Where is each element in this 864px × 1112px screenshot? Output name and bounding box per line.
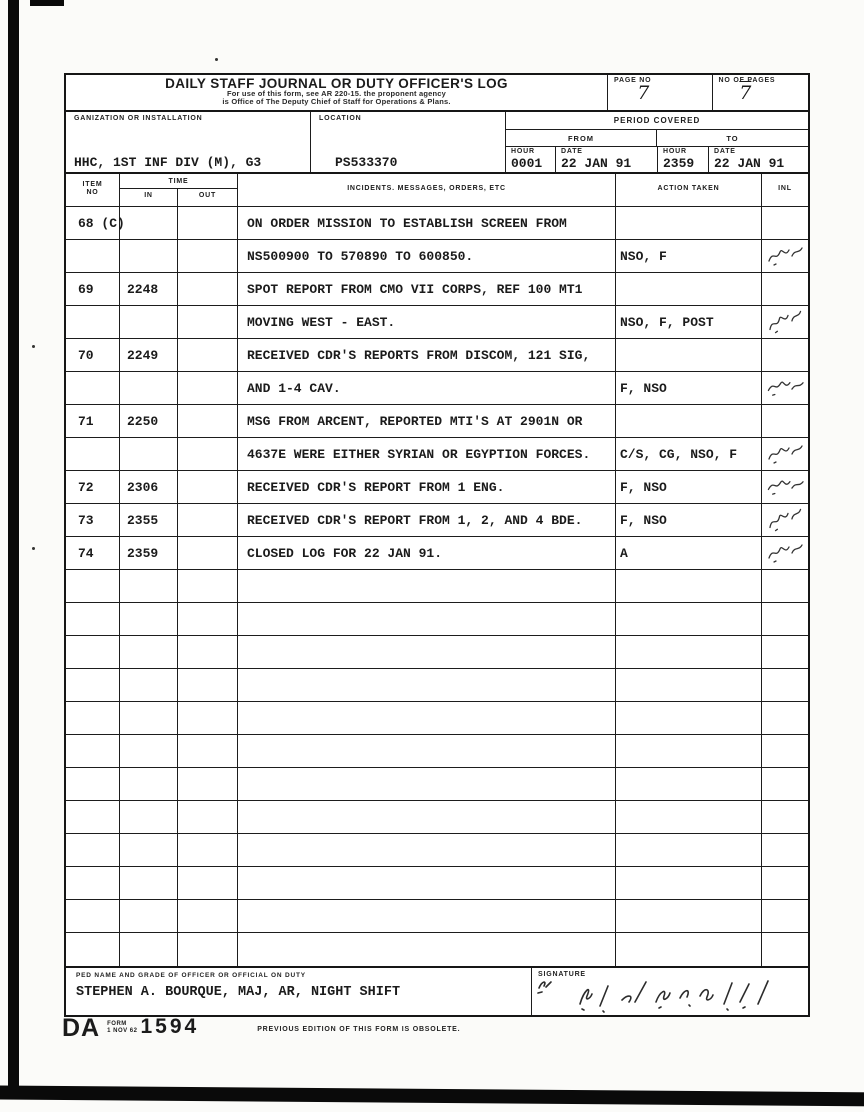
- cell-time-out: [178, 240, 238, 272]
- scan-edge-top-chip: [30, 0, 64, 6]
- period-covered-label: PERIOD COVERED: [506, 112, 808, 130]
- cell-time-in: [120, 603, 178, 635]
- cell-initials: [762, 669, 808, 701]
- cell-time-in: [120, 867, 178, 899]
- to-date-value: 22 JAN 91: [714, 156, 785, 171]
- signature-scribble: [534, 974, 802, 1014]
- cell-time-in: [120, 702, 178, 734]
- form-edition-date: 1 NOV 62: [107, 1027, 138, 1034]
- cell-incident: [238, 669, 616, 701]
- cell-initials: [762, 801, 808, 833]
- cell-initials: [762, 702, 808, 734]
- cell-incident: [238, 603, 616, 635]
- cell-initials: [762, 933, 808, 966]
- form-id-prefix: DA: [62, 1014, 101, 1042]
- log-row-empty: [66, 834, 808, 867]
- cell-time-in: 2249: [120, 339, 178, 371]
- cell-action-taken: [616, 405, 762, 437]
- cell-action-taken: F, NSO: [616, 471, 762, 503]
- from-date-field: [556, 147, 658, 172]
- log-row-empty: [66, 867, 808, 900]
- no-of-pages-value: 7: [739, 82, 752, 104]
- location-field: [311, 112, 506, 172]
- col-header-out: OUT: [198, 192, 217, 199]
- cell-item-no: [66, 438, 120, 470]
- cell-item-no: [66, 636, 120, 668]
- cell-action-taken: [616, 801, 762, 833]
- cell-time-out: [178, 537, 238, 569]
- col-header-item-line1: ITEM: [82, 181, 103, 188]
- from-date-value: 22 JAN 91: [561, 156, 632, 171]
- cell-time-out: [178, 603, 238, 635]
- cell-action-taken: [616, 867, 762, 899]
- cell-time-in: [120, 933, 178, 966]
- cell-initials: [762, 306, 808, 338]
- cell-initials: [762, 834, 808, 866]
- cell-time-in: [120, 636, 178, 668]
- cell-incident: MSG FROM ARCENT, REPORTED MTI'S AT 2901N OR: [238, 405, 616, 437]
- cell-action-taken: [616, 570, 762, 602]
- initials-scribble: [765, 473, 806, 501]
- cell-time-out: [178, 570, 238, 602]
- cell-time-out: [178, 405, 238, 437]
- cell-action-taken: [616, 339, 762, 371]
- period-from-to-row: [506, 130, 808, 147]
- cell-time-in: [120, 570, 178, 602]
- cell-item-no: [66, 900, 120, 932]
- da-form-1594: [64, 73, 810, 1017]
- cell-action-taken: F, NSO: [616, 372, 762, 404]
- typed-name-field: [66, 968, 532, 1015]
- from-hour-label: HOUR: [511, 148, 535, 155]
- cell-action-taken: NSO, F: [616, 240, 762, 272]
- cell-item-no: 69: [66, 273, 120, 305]
- cell-item-no: [66, 768, 120, 800]
- log-row-empty: [66, 735, 808, 768]
- cell-item-no: [66, 702, 120, 734]
- cell-time-in: 2306: [120, 471, 178, 503]
- cell-time-in: [120, 801, 178, 833]
- log-row-empty: [66, 801, 808, 834]
- cell-time-out: [178, 306, 238, 338]
- cell-time-out: [178, 471, 238, 503]
- cell-item-no: 68 (C): [66, 207, 120, 239]
- cell-item-no: [66, 669, 120, 701]
- log-row-empty: [66, 933, 808, 966]
- page-no-field: [608, 75, 712, 110]
- cell-action-taken: [616, 273, 762, 305]
- from-date-label: DATE: [561, 148, 583, 155]
- cell-action-taken: [616, 603, 762, 635]
- col-header-in-out-row: [120, 189, 237, 206]
- period-covered-block: [506, 112, 808, 172]
- form-footer-band: [66, 966, 808, 1015]
- log-row: [66, 471, 808, 504]
- signature-label: SIGNATURE: [538, 971, 586, 978]
- period-to-label: TO: [726, 134, 739, 143]
- form-number: 1594: [140, 1015, 200, 1038]
- page-no-value: 7: [637, 82, 650, 104]
- cell-incident: RECEIVED CDR'S REPORTS FROM DISCOM, 121 SIG,: [238, 339, 616, 371]
- cell-incident: CLOSED LOG FOR 22 JAN 91.: [238, 537, 616, 569]
- log-row: [66, 240, 808, 273]
- cell-time-in: [120, 735, 178, 767]
- cell-incident: NS500900 TO 570890 TO 600850.: [238, 240, 616, 272]
- cell-incident: MOVING WEST - EAST.: [238, 306, 616, 338]
- cell-time-in: 2355: [120, 504, 178, 536]
- col-header-item-line2: NO: [86, 189, 99, 196]
- cell-initials: [762, 240, 808, 272]
- initials-scribble: [765, 308, 806, 336]
- period-from-label: FROM: [506, 130, 657, 146]
- cell-action-taken: A: [616, 537, 762, 569]
- cell-incident: SPOT REPORT FROM CMO VII CORPS, REF 100 MT1: [238, 273, 616, 305]
- cell-time-in: 2359: [120, 537, 178, 569]
- cell-item-no: [66, 834, 120, 866]
- form-word: FORM: [107, 1021, 127, 1027]
- form-subtitle-line2: is Office of The Deputy Chief of Staff for Operations & Plans.: [222, 97, 451, 106]
- form-edition-stack: [107, 1021, 137, 1034]
- organization-field: [66, 112, 311, 172]
- period-hour-date-row: [506, 147, 808, 172]
- cell-time-in: 2250: [120, 405, 178, 437]
- cell-time-out: [178, 702, 238, 734]
- cell-incident: RECEIVED CDR'S REPORT FROM 1 ENG.: [238, 471, 616, 503]
- cell-incident: [238, 900, 616, 932]
- cell-time-out: [178, 900, 238, 932]
- form-org-band: [66, 112, 808, 174]
- cell-time-in: [120, 438, 178, 470]
- form-subtitle-line1: For use of this form, see AR 220-15. the proponent agency: [226, 89, 447, 98]
- cell-initials: [762, 900, 808, 932]
- log-row-empty: [66, 603, 808, 636]
- cell-initials: [762, 339, 808, 371]
- cell-initials: [762, 207, 808, 239]
- cell-time-out: [178, 834, 238, 866]
- col-header-inl: INL: [778, 185, 792, 192]
- cell-initials: [762, 768, 808, 800]
- cell-initials: [762, 537, 808, 569]
- cell-initials: [762, 570, 808, 602]
- log-row: [66, 273, 808, 306]
- obsolete-note: PREVIOUS EDITION OF THIS FORM IS OBSOLETE.: [257, 1026, 461, 1033]
- cell-initials: [762, 735, 808, 767]
- cell-initials: [762, 273, 808, 305]
- scan-speck: [32, 547, 35, 550]
- cell-incident: 4637E WERE EITHER SYRIAN OR EGYPTION FORCES.: [238, 438, 616, 470]
- cell-time-in: [120, 207, 178, 239]
- log-row: [66, 438, 808, 471]
- to-hour-field: [658, 147, 709, 172]
- no-of-pages-label: NO OF PAGES: [718, 77, 776, 84]
- cell-action-taken: [616, 933, 762, 966]
- log-row-empty: [66, 570, 808, 603]
- cell-action-taken: [616, 735, 762, 767]
- cell-time-in: [120, 240, 178, 272]
- cell-time-out: [178, 339, 238, 371]
- initials-scribble: [765, 374, 806, 402]
- cell-initials: [762, 438, 808, 470]
- cell-time-out: [178, 867, 238, 899]
- col-header-in: IN: [120, 189, 178, 206]
- typed-name-label: PED NAME AND GRADE OF OFFICER OR OFFICIAL ON DUTY: [76, 972, 306, 979]
- col-header-action-taken: ACTION TAKEN: [616, 174, 762, 206]
- cell-time-in: [120, 306, 178, 338]
- cell-incident: [238, 636, 616, 668]
- form-header-band: [66, 75, 808, 112]
- cell-action-taken: [616, 669, 762, 701]
- cell-item-no: 73: [66, 504, 120, 536]
- to-hour-label: HOUR: [663, 148, 687, 155]
- form-title-block: [66, 75, 608, 110]
- cell-time-out: [178, 273, 238, 305]
- log-row-empty: [66, 636, 808, 669]
- cell-initials: [762, 603, 808, 635]
- cell-action-taken: [616, 834, 762, 866]
- log-row: [66, 207, 808, 240]
- scan-edge-bottom-band: [0, 1085, 864, 1106]
- col-header-time-group: [120, 174, 238, 206]
- from-hour-field: [506, 147, 556, 172]
- organization-label: GANIZATION OR INSTALLATION: [74, 115, 203, 122]
- cell-initials: [762, 636, 808, 668]
- initials-scribble: [765, 506, 806, 534]
- cell-action-taken: C/S, CG, NSO, F: [616, 438, 762, 470]
- cell-item-no: [66, 603, 120, 635]
- cell-time-in: [120, 669, 178, 701]
- form-id-line: [62, 1016, 460, 1040]
- typed-name-value: STEPHEN A. BOURQUE, MAJ, AR, NIGHT SHIFT: [76, 985, 401, 1000]
- col-header-incidents: INCIDENTS. MESSAGES, ORDERS, ETC: [238, 174, 616, 206]
- initials-scribble: [766, 245, 804, 267]
- location-label: LOCATION: [319, 115, 362, 122]
- cell-item-no: [66, 867, 120, 899]
- initials-scribble: [766, 443, 804, 465]
- col-header-item-no: [66, 174, 120, 206]
- location-value: PS533370: [335, 155, 398, 170]
- log-row-empty: [66, 702, 808, 735]
- cell-action-taken: [616, 768, 762, 800]
- cell-incident: [238, 867, 616, 899]
- cell-incident: [238, 801, 616, 833]
- cell-time-in: [120, 768, 178, 800]
- organization-value: HHC, 1ST INF DIV (M), G3: [74, 155, 262, 170]
- log-row: [66, 372, 808, 405]
- cell-time-out: [178, 207, 238, 239]
- cell-action-taken: NSO, F, POST: [616, 306, 762, 338]
- log-table-body: [66, 207, 808, 966]
- cell-incident: ON ORDER MISSION TO ESTABLISH SCREEN FROM: [238, 207, 616, 239]
- cell-item-no: [66, 372, 120, 404]
- cell-time-out: [178, 438, 238, 470]
- cell-time-out: [178, 636, 238, 668]
- cell-item-no: 70: [66, 339, 120, 371]
- log-row-empty: [66, 669, 808, 702]
- log-row: [66, 504, 808, 537]
- cell-time-out: [178, 372, 238, 404]
- cell-incident: RECEIVED CDR'S REPORT FROM 1, 2, AND 4 BDE.: [238, 504, 616, 536]
- cell-time-out: [178, 735, 238, 767]
- cell-incident: [238, 834, 616, 866]
- cell-action-taken: [616, 636, 762, 668]
- col-header-time: TIME: [120, 174, 237, 189]
- cell-item-no: [66, 735, 120, 767]
- cell-initials: [762, 372, 808, 404]
- cell-incident: [238, 570, 616, 602]
- cell-initials: [762, 867, 808, 899]
- cell-action-taken: [616, 702, 762, 734]
- cell-time-in: [120, 834, 178, 866]
- cell-item-no: 71: [66, 405, 120, 437]
- cell-item-no: [66, 570, 120, 602]
- log-row-empty: [66, 768, 808, 801]
- to-date-field: [709, 147, 808, 172]
- cell-time-out: [178, 504, 238, 536]
- cell-initials: [762, 405, 808, 437]
- scan-speck: [215, 58, 218, 61]
- cell-action-taken: [616, 900, 762, 932]
- cell-time-out: [178, 768, 238, 800]
- cell-item-no: [66, 240, 120, 272]
- to-hour-value: 2359: [663, 156, 695, 171]
- page-no-label: PAGE NO: [614, 77, 652, 84]
- cell-time-in: [120, 372, 178, 404]
- log-row: [66, 405, 808, 438]
- initials-scribble: [766, 542, 804, 564]
- to-date-label: DATE: [714, 148, 736, 155]
- cell-item-no: [66, 933, 120, 966]
- cell-time-out: [178, 669, 238, 701]
- cell-item-no: [66, 801, 120, 833]
- cell-time-out: [178, 801, 238, 833]
- form-title: DAILY STAFF JOURNAL OR DUTY OFFICER'S LOG: [165, 76, 508, 91]
- cell-incident: [238, 933, 616, 966]
- cell-incident: AND 1-4 CAV.: [238, 372, 616, 404]
- cell-time-in: [120, 900, 178, 932]
- cell-item-no: 74: [66, 537, 120, 569]
- signature-field: [532, 968, 808, 1015]
- cell-item-no: 72: [66, 471, 120, 503]
- cell-incident: [238, 702, 616, 734]
- scan-speck: [32, 345, 35, 348]
- cell-incident: [238, 735, 616, 767]
- log-row: [66, 339, 808, 372]
- cell-item-no: [66, 306, 120, 338]
- from-hour-value: 0001: [511, 156, 543, 171]
- cell-action-taken: F, NSO: [616, 504, 762, 536]
- log-row: [66, 537, 808, 570]
- log-table-header: [66, 174, 808, 207]
- log-row-empty: [66, 900, 808, 933]
- scan-edge-left-bar: [8, 0, 19, 1094]
- cell-initials: [762, 471, 808, 503]
- cell-time-in: 2248: [120, 273, 178, 305]
- cell-action-taken: [616, 207, 762, 239]
- cell-time-out: [178, 933, 238, 966]
- log-row: [66, 306, 808, 339]
- cell-initials: [762, 504, 808, 536]
- cell-incident: [238, 768, 616, 800]
- no-of-pages-field: [713, 75, 809, 110]
